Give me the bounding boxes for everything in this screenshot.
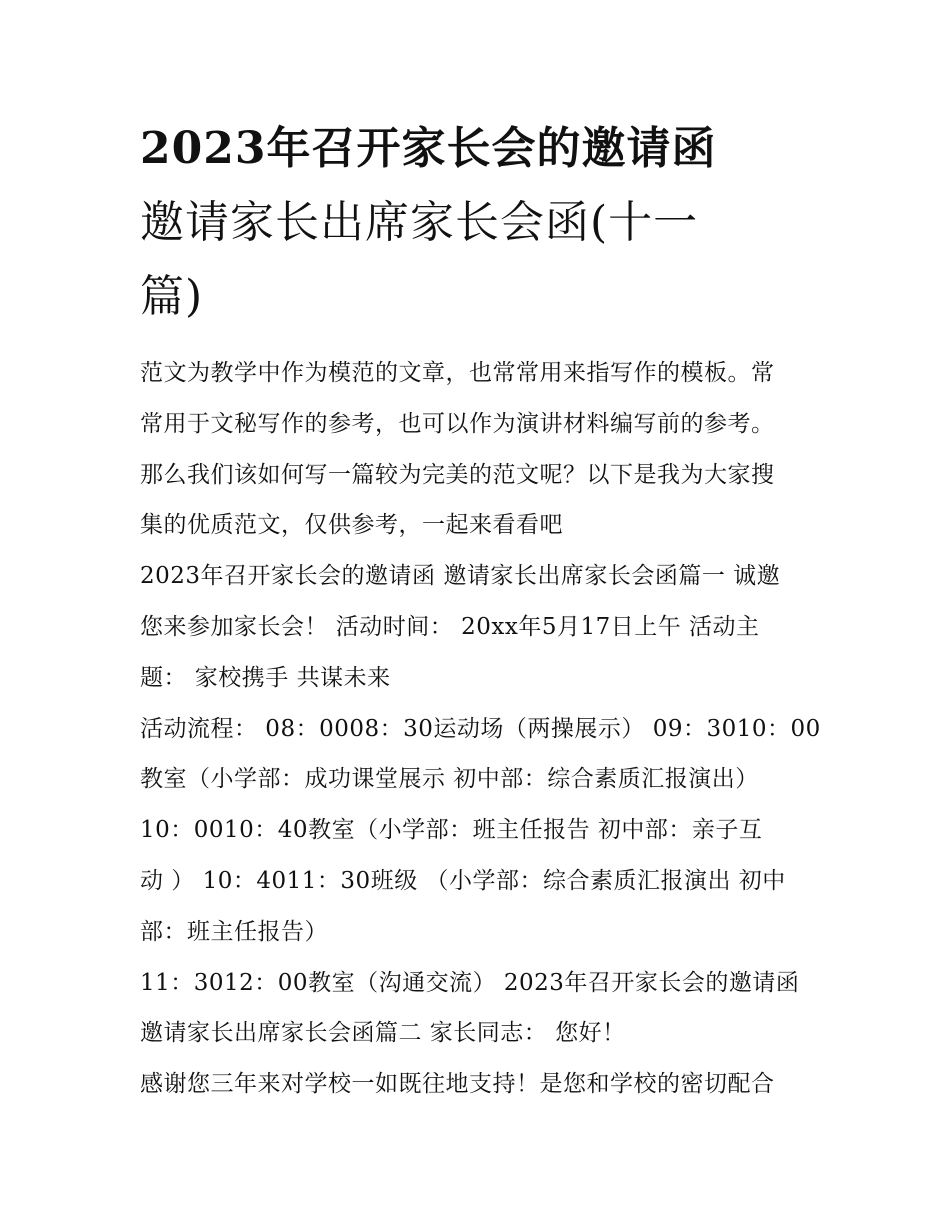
text-line: 题： 家校携手 共谋未来: [140, 664, 391, 691]
schedule-end-paragraph: [140, 958, 820, 1060]
intro-paragraph: [140, 348, 820, 551]
text-line: 11：3012：00教室（沟通交流） 2023年召开家长会的邀请函: [140, 969, 800, 996]
text-line: 10：0010：40教室（小学部：班主任报告 初中部：亲子互: [140, 817, 763, 844]
document-title: [140, 112, 820, 334]
text-line: 动 ） 10：4011：30班级 （小学部：综合素质汇报演出 初中: [140, 867, 786, 894]
document-page: [140, 112, 820, 1110]
title-line: 2023年召开家长会的邀请函: [140, 123, 717, 174]
schedule-paragraph: [140, 704, 820, 958]
thanks-paragraph: [140, 1059, 820, 1110]
text-line: 那么我们该如何写一篇较为完美的范文呢？以下是我为大家搜: [140, 461, 775, 488]
title-line: 邀请家长出席家长会函(十一: [140, 197, 699, 248]
text-line: 活动流程： 08：0008：30运动场（两操展示） 09：3010：00: [140, 715, 821, 742]
text-line: 常用于文秘写作的参考，也可以作为演讲材料编写前的参考。: [140, 410, 775, 437]
text-line: 2023年召开家长会的邀请函 邀请家长出席家长会函篇一 诚邀: [140, 563, 781, 590]
text-line: 您来参加家长会！ 活动时间： 20xx年5月17日上午 活动主: [140, 613, 760, 640]
text-line: 邀请家长出席家长会函篇二 家长同志： 您好！: [140, 1020, 626, 1047]
text-line: 范文为教学中作为模范的文章，也常常用来指写作的模板。常: [140, 360, 775, 386]
text-line: 集的优质范文，仅供参考，一起来看看吧: [140, 512, 563, 539]
text-line: 部：班主任报告）: [140, 918, 328, 945]
title-line: 篇): [140, 271, 204, 322]
text-line: 教室（小学部：成功课堂展示 初中部：综合素质汇报演出）: [140, 766, 759, 793]
invitation-paragraph: [140, 551, 820, 703]
text-line: 感谢您三年来对学校一如既往地支持！是您和学校的密切配合: [140, 1071, 775, 1098]
document-body: [140, 348, 820, 1110]
